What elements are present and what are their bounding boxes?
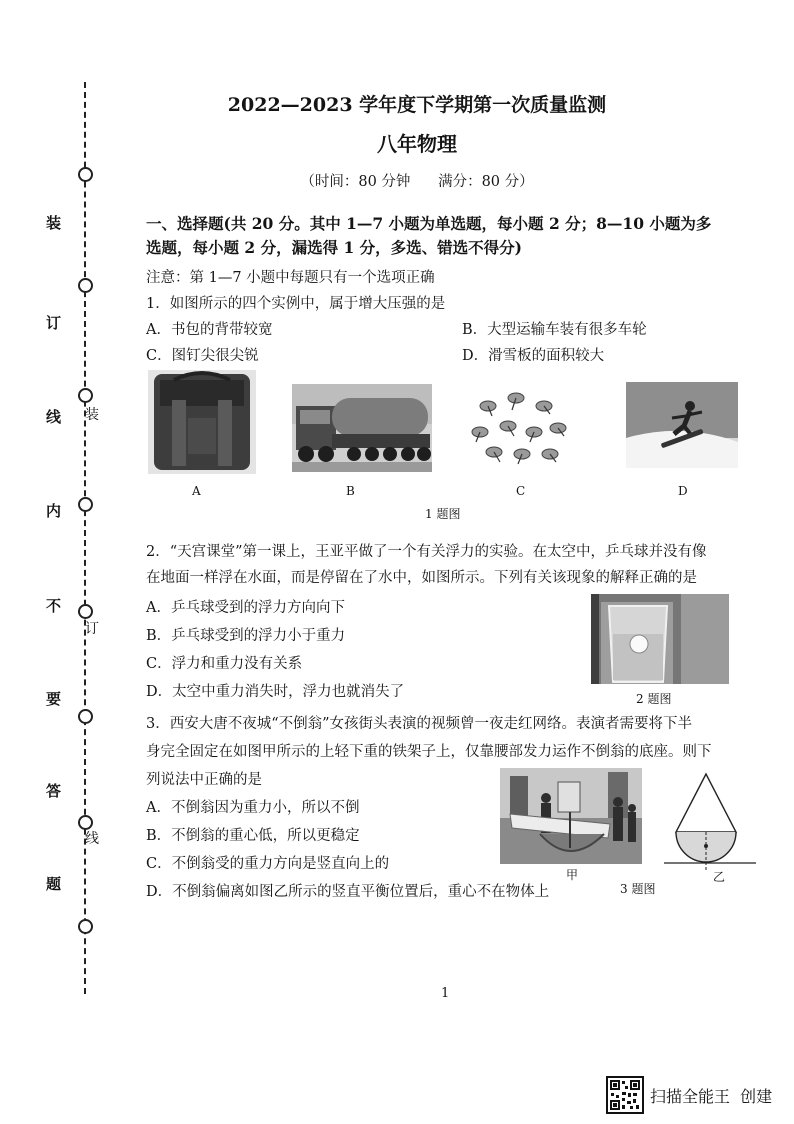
exam-title: 2022—2023 学年度下学期第一次质量监测 [227, 94, 607, 116]
q1-truck-image [292, 384, 432, 472]
binding-hole [78, 278, 93, 293]
q2-option-a: A．乒乓球受到的浮力方向向下 [146, 600, 345, 616]
q3-stem-line1: 3．西安大唐不夜城“不倒翁”女孩街头表演的视频曾一夜走红网络。表演者需要将下半 [146, 716, 693, 732]
q1-option-c: C．图钉尖很尖锐 [146, 348, 259, 364]
q3-tumbler-diagram [660, 770, 760, 872]
binding-char: 内 [46, 502, 62, 520]
inner-binding-char: 订 [85, 621, 99, 637]
scanner-watermark-text: 扫描全能王 创建 [650, 1087, 773, 1106]
q1-stem: 1．如图所示的四个实例中，属于增大压强的是 [146, 296, 446, 312]
q3-stem-line3: 列说法中正确的是 [146, 772, 262, 788]
binding-hole [78, 497, 93, 512]
binding-char: 不 [46, 597, 62, 615]
binding-char: 要 [46, 690, 62, 708]
binding-char: 答 [46, 782, 62, 800]
q3-stem-line2: 身完全固定在如图甲所示的上轻下重的铁架子上，仅靠腰部发力运作不倒翁的底座。则下 [146, 744, 712, 760]
q2-stem-line1: 2．“天宫课堂”第一课上，王亚平做了一个有关浮力的实验。在太空中，乒乓球并没有像 [146, 544, 707, 560]
q2-stem-line2: 在地面一样浮在水面，而是停留在了水中，如图所示。下列有关该现象的解释正确的是 [146, 570, 697, 586]
q3-tumbler-frame-photo [500, 768, 642, 864]
q1-label-d: D [678, 484, 688, 498]
binding-hole [78, 388, 93, 403]
q1-thumbtack-image [464, 384, 570, 468]
section-note: 注意：第 1—7 小题中每题只有一个选项正确 [146, 270, 435, 286]
q1-label-b: B [346, 484, 355, 498]
binding-hole [78, 919, 93, 934]
binding-hole [78, 604, 93, 619]
q1-label-c: C [516, 484, 526, 498]
q2-option-d: D．太空中重力消失时，浮力也就消失了 [146, 684, 405, 700]
q3-option-c: C．不倒翁受的重力方向是竖直向上的 [146, 856, 390, 872]
binding-char: 线 [46, 408, 62, 426]
q1-label-a: A [192, 484, 201, 498]
page-number: 1 [441, 986, 450, 1001]
exam-info: （时间：80 分钟 满分：80 分） [300, 174, 534, 190]
inner-binding-char: 线 [85, 831, 99, 847]
binding-char: 订 [46, 314, 62, 332]
inner-binding-char: 装 [85, 407, 99, 423]
q2-caption: 2 题图 [636, 692, 672, 706]
binding-dashed-line [84, 82, 86, 994]
q1-option-b: B．大型运输车装有很多车轮 [462, 322, 647, 338]
q1-option-a: A．书包的背带较宽 [146, 322, 273, 338]
binding-char: 题 [46, 875, 62, 893]
q1-snowboard-image [626, 382, 738, 468]
q3-option-a: A．不倒翁因为重力小，所以不倒 [146, 800, 360, 816]
q3-option-d: D．不倒翁偏离如图乙所示的竖直平衡位置后，重心不在物体上 [146, 884, 550, 900]
binding-char: 装 [46, 214, 62, 232]
q1-backpack-image [148, 370, 256, 474]
q2-option-b: B．乒乓球受到的浮力小于重力 [146, 628, 346, 644]
q1-caption: 1 题图 [425, 507, 461, 521]
binding-hole [78, 709, 93, 724]
section-heading-line2: 选题，每小题 2 分，漏选得 1 分，多选、错选不得分) [146, 238, 522, 257]
q2-option-c: C．浮力和重力没有关系 [146, 656, 303, 672]
section-heading-line1: 一、选择题(共 20 分。其中 1—7 小题为单选题，每小题 2 分；8—10 小题为多 [146, 214, 712, 233]
scanner-qr-code [606, 1076, 644, 1114]
q3-caption: 3 题图 [620, 882, 656, 896]
q1-option-d: D．滑雪板的面积较大 [462, 348, 605, 364]
exam-subject: 八年物理 [377, 132, 457, 156]
q3-label-yi: 乙 [713, 870, 726, 884]
q3-label-jia: 甲 [566, 868, 579, 882]
q2-pingpong-water-image [591, 594, 729, 684]
q3-option-b: B．不倒翁的重心低，所以更稳定 [146, 828, 360, 844]
